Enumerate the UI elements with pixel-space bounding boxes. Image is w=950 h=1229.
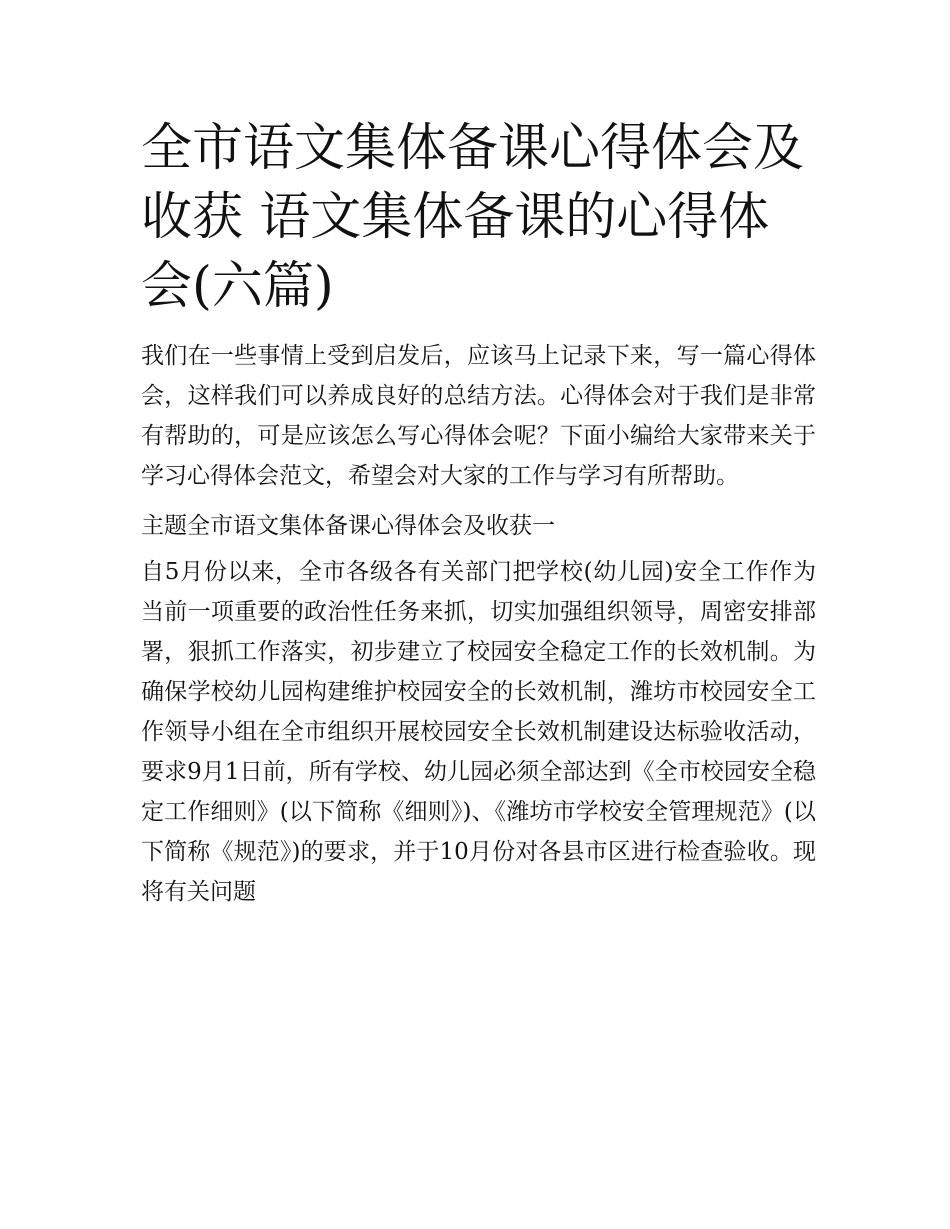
document-title: 全市语文集体备课心得体会及收获 语文集体备课的心得体会(六篇) xyxy=(141,119,805,316)
section-heading: 主题全市语文集体备课心得体会及收获一 xyxy=(141,513,555,539)
document-content xyxy=(141,114,816,912)
intro-paragraph: 我们在一些事情上受到启发后，应该马上记录下来，写一篇心得体会，这样我们可以养成良好的总结方法。心得体会对于我们是非常有帮助的，可是应该怎么写心得体会呢？下面小编给大家带来关于学习心得体会范文，希望会对大家的工作与学习有所帮助。 xyxy=(141,343,816,489)
body-paragraph: 自5月份以来，全市各级各有关部门把学校(幼儿园)安全工作作为当前一项重要的政治性任务来抓，切实加强组织领导，周密安排部署，狠抓工作落实，初步建立了校园安全稳定工作的长效机制。为确保学校幼儿园构建维护校园安全的长效机制，潍坊市校园安全工作领导小组在全市组织开展校园安全长效机制建设达标验收活动，要求9月1日前，所有学校、幼儿园必须全部达到《全市校园安全稳定工作细则》(以下简称《细则》)、《潍坊市学校安全管理规范》(以下简称《规范》)的要求，并于10月份对各县市区进行检查验收。现将有关问题 xyxy=(141,559,816,905)
